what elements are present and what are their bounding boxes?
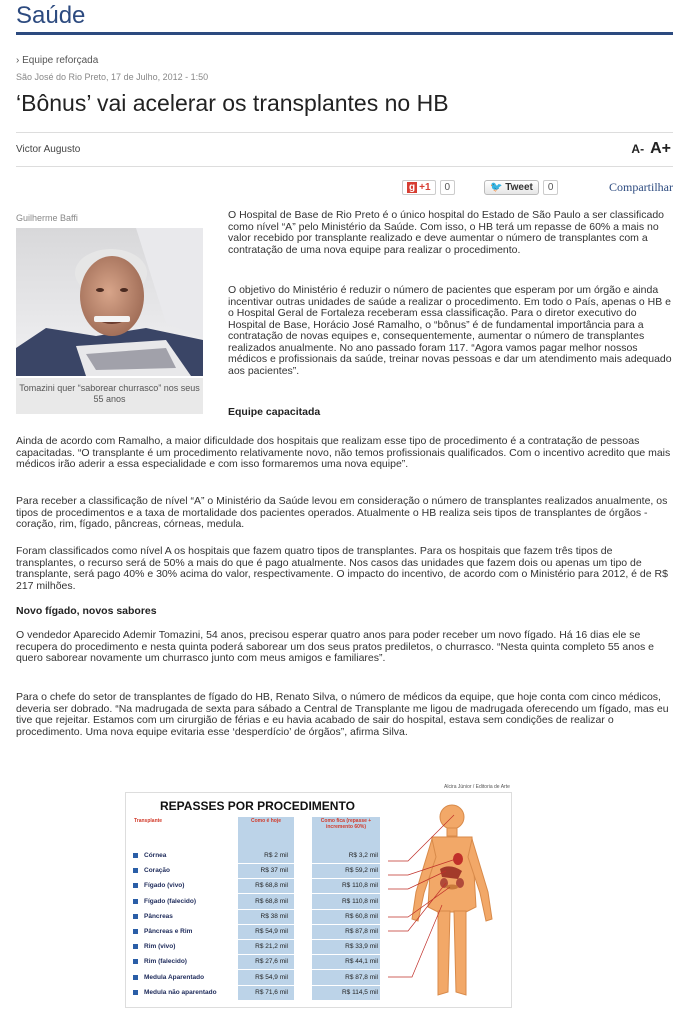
article-dateline: São José do Rio Preto, 17 de Julho, 2012 - 1:50 — [16, 72, 209, 82]
infographic-row — [132, 849, 382, 863]
divider — [16, 166, 673, 167]
gplus-icon: g — [409, 181, 416, 193]
gplus-label: +1 — [419, 181, 431, 193]
section-title[interactable]: Saúde — [16, 2, 86, 29]
infographic-row — [132, 955, 382, 969]
gplus-button[interactable] — [402, 180, 436, 195]
row-name: Pâncreas — [144, 912, 173, 920]
infographic — [125, 792, 512, 1008]
breadcrumb-link[interactable]: › Equipe reforçada — [16, 55, 99, 66]
row-value-new: R$ 110,8 mil — [341, 882, 378, 890]
row-name: Coração — [144, 867, 171, 875]
row-value-now: R$ 37 mil — [260, 867, 288, 875]
paragraph: O Hospital de Base de Rio Preto é o único hospital do Estado de São Paulo a ser classificado como nível “A” pelo Ministério da Saúde. Com isso, o HB terá um repasse de 60% a mais no valor recebido por transplante realizado e deve aumentar o número de transplantes com a contratação de uma nova equipe para realizar o procedimento. — [228, 209, 665, 256]
font-increase-button[interactable]: A+ — [650, 140, 671, 157]
row-value-new: R$ 33,9 mil — [345, 943, 378, 951]
paragraph: Ainda de acordo com Ramalho, a maior dificuldade dos hospitais que realizam esse tipo de procedimento é a contratação de pessoas capacitadas. “O transplante é um procedimento relativamente novo, não temos profissionais qualificados. Com o incentivo acredito que mais médicos irão aderir a essa especialidade e com isso formaremos uma nova equipe”. — [16, 435, 671, 470]
paragraph: Foram classificados como nível A os hospitais que fazem quatro tipos de transplantes. Para os hospitais que fazem três tipos de transplantes, o recurso será de 50% a mais do que é pago atualmente. Nos casos das unidades que fazem dois ou apenas um tipo de transplante, será pago 40% e 30% acima do valor, respectivamente. O impacto do incentivo, de acordo com o Ministério para 2012, é de R$ 217 milhões. — [16, 545, 668, 592]
gplus-count: 0 — [440, 180, 456, 195]
human-body-illustration — [388, 797, 508, 1003]
infographic-row — [132, 940, 382, 954]
row-value-new: R$ 114,5 mil — [341, 988, 378, 996]
row-value-new: R$ 44,1 mil — [345, 958, 378, 966]
tweet-label: Tweet — [505, 181, 533, 193]
paragraph: Para o chefe do setor de transplantes de fígado do HB, Renato Silva, o número de médicos da equipe, que hoje conta com cinco médicos, deveria ser dobrado. “Na madrugada de sexta para sábado a Central de Transplante me ligou de madrugada oferecendo um fígado, mas eu tive que rejeitar. Estamos com um cirurgião de férias e eu havia acabado de sair do hospital, estava sem condições de realizar o procedimento. Uma nova equipe evitaria esse ‘desperdício’ de órgãos”, afirma Silva. — [16, 691, 669, 738]
infographic-row — [132, 986, 382, 1000]
font-decrease-button[interactable]: A- — [631, 142, 645, 156]
row-bullet-icon — [133, 914, 138, 919]
breadcrumb[interactable] — [16, 55, 98, 66]
paragraph: O objetivo do Ministério é reduzir o número de pacientes que esperam por um órgão e ainda incentivar outras unidades de saúde a realizar o procedimento. Em todo o País, apenas o HB e o Hospital Geral de Fortaleza receberam essa classificação. Para o diretor executivo do Hospital de Base, Horácio José Ramalho, o “bônus” é de fundamental importância para a contratação de novas equipes e, consequentemente, aumentar o número de transplantes realizados anualmente. No ano passado foram 117. “Agora vamos pagar melhor nossos médicos e profissionais da saúde, treinar novas pessoas e dar um atendimento mais adequado aos pacientes”. — [228, 284, 672, 377]
gplus-widget — [402, 178, 455, 196]
infographic-row — [132, 879, 382, 893]
row-name: Córnea — [144, 852, 167, 859]
row-bullet-icon — [133, 853, 138, 858]
row-name: Medula Aparentado — [144, 973, 205, 981]
subheading: Novo fígado, novos sabores — [16, 605, 157, 617]
share-link[interactable]: Compartilhar — [609, 180, 673, 194]
photo-credit: Guilherme Baffi — [16, 213, 78, 223]
row-bullet-icon — [133, 883, 138, 888]
article-photo — [16, 228, 203, 376]
row-bullet-icon — [133, 959, 138, 964]
row-value-new: R$ 87,8 mil — [345, 928, 378, 935]
row-value-now: R$ 21,2 mil — [255, 943, 288, 951]
row-value-now: R$ 68,8 mil — [255, 897, 288, 905]
row-value-now: R$ 54,9 mil — [255, 973, 288, 981]
paragraph: O vendedor Aparecido Ademir Tomazini, 54 anos, precisou esperar quatro anos para poder receber um novo fígado. Há 16 dias ele se recupera do procedimento e nesta quinta poderá saborear um dos seus pratos prediletos, o churrasco. “Nesta quinta completo 55 anos e quero saborear novamente um churrasco junto com meus amigos e familiares”. — [16, 629, 654, 664]
row-value-now: R$ 71,6 mil — [255, 988, 288, 996]
tweet-count: 0 — [543, 180, 559, 195]
column-header: Como fica (repasse + incremento 60%) — [320, 818, 372, 830]
row-value-now: R$ 27,6 mil — [255, 958, 288, 966]
infographic-row — [132, 971, 382, 985]
row-bullet-icon — [133, 944, 138, 949]
portrait-image — [16, 228, 203, 376]
infographic-row — [132, 910, 382, 924]
infographic-row — [132, 925, 382, 939]
infographic-title: REPASSES POR PROCEDIMENTO — [160, 799, 355, 813]
row-bullet-icon — [133, 990, 138, 995]
infographic-row — [132, 864, 382, 878]
row-bullet-icon — [133, 975, 138, 980]
section-divider — [16, 32, 673, 35]
tweet-button[interactable] — [484, 180, 539, 195]
heart-marker — [453, 853, 463, 865]
row-value-now: R$ 38 mil — [260, 912, 288, 920]
row-divider — [132, 1000, 382, 1001]
paragraph: Para receber a classificação de nível “A” o Ministério da Saúde levou em consideração o número de transplantes realizados anualmente, os tipos de procedimentos e a taxa de mortalidade dos pacientes operados. Atualmente o HB realiza seis tipos de transplantes de órgãos - coração, rim, fígado, pâncreas, córneas, medula. — [16, 495, 668, 530]
photo-caption: Tomazini quer “saborear churrasco” nos seus 55 anos — [16, 378, 203, 414]
font-size-controls — [631, 140, 671, 158]
row-value-new: R$ 110,8 mil — [341, 897, 378, 905]
row-bullet-icon — [133, 929, 138, 934]
infographic-credit: Alcira Júnior / Editoria de Arte — [444, 784, 510, 790]
article-headline: ‘Bônus’ vai acelerar os transplantes no HB — [16, 90, 449, 116]
twitter-bird-icon: 🐦 — [490, 181, 503, 193]
row-name: Medula não aparentado — [144, 988, 217, 996]
divider — [16, 132, 673, 133]
row-bullet-icon — [133, 899, 138, 904]
article-author: Victor Augusto — [16, 144, 81, 155]
infographic-row — [132, 895, 382, 909]
row-value-now: R$ 68,8 mil — [255, 882, 288, 890]
row-name: Fígado (falecido) — [144, 897, 196, 905]
row-bullet-icon — [133, 868, 138, 873]
row-value-new: R$ 3,2 mil — [348, 852, 378, 859]
row-value-now: R$ 2 mil — [264, 852, 288, 859]
row-value-now: R$ 54,9 mil — [255, 928, 288, 935]
row-name: Rim (vivo) — [144, 943, 176, 951]
row-value-new: R$ 60,8 mil — [345, 912, 378, 920]
column-header: Como é hoje — [250, 818, 281, 824]
subheading: Equipe capacitada — [228, 406, 321, 418]
tweet-widget — [484, 178, 558, 196]
row-name: Fígado (vivo) — [144, 882, 185, 890]
row-value-new: R$ 87,8 mil — [345, 973, 378, 981]
row-name: Rim (falecido) — [144, 958, 187, 966]
row-name: Pâncreas e Rim — [144, 928, 193, 935]
row-value-new: R$ 59,2 mil — [345, 867, 378, 875]
column-header: Transplante — [134, 818, 163, 824]
